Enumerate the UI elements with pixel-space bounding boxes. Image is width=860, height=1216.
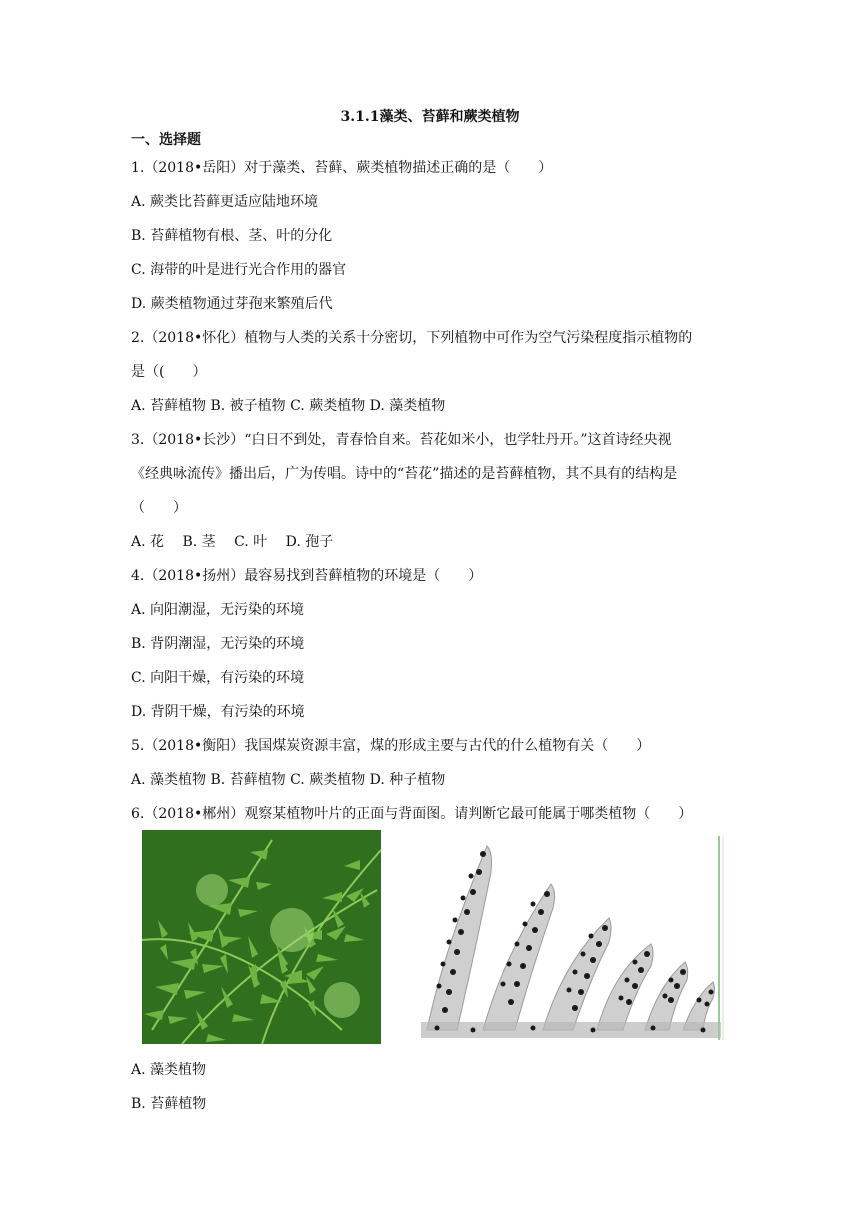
question-2-stem: 2.（2018•怀化）植物与人类的关系十分密切，下列植物中可作为空气污染程度指示植物的 (131, 330, 693, 346)
question-5-options: A. 藻类植物 B. 苔藓植物 C. 蕨类植物 D. 种子植物 (131, 772, 446, 788)
section-heading: 一、选择题 (131, 132, 201, 148)
question-2-stem-cont: 是（( ） (131, 364, 207, 380)
fern-leaf-back-image (413, 832, 726, 1042)
question-4-stem: 4.（2018•扬州）最容易找到苔藓植物的环境是（ ） (131, 568, 483, 584)
question-1-option-b: B. 苔藓植物有根、茎、叶的分化 (131, 228, 333, 244)
fern-leaf-front-image (142, 830, 381, 1044)
question-6-option-a: A. 藻类植物 (131, 1062, 207, 1078)
question-3-options: A. 花 B. 茎 C. 叶 D. 孢子 (131, 534, 334, 550)
question-6-stem: 6.（2018•郴州）观察某植物叶片的正面与背面图。请判断它最可能属于哪类植物（ ） (131, 806, 693, 822)
question-5-stem: 5.（2018•衡阳）我国煤炭资源丰富，煤的形成主要与古代的什么植物有关（ ） (131, 738, 651, 754)
question-4-option-d: D. 背阴干燥，有污染的环境 (131, 704, 305, 720)
question-2-options: A. 苔藓植物 B. 被子植物 C. 蕨类植物 D. 藻类植物 (131, 398, 446, 414)
question-4-option-b: B. 背阴潮湿，无污染的环境 (131, 636, 305, 652)
question-1-option-d: D. 蕨类植物通过芽孢来繁殖后代 (131, 296, 333, 312)
question-1-stem: 1.（2018•岳阳）对于藻类、苔藓、蕨类植物描述正确的是（ ） (131, 160, 553, 176)
question-3-stem: 3.（2018•长沙）“白日不到处，青春恰自来。苔花如米小，也学牡丹开。”这首诗经央视 (131, 432, 672, 448)
question-6-option-b: B. 苔藓植物 (131, 1096, 207, 1112)
question-3-stem-cont: 《经典咏流传》播出后，广为传唱。诗中的“苔花”描述的是苔藓植物，其不具有的结构是 (131, 466, 678, 482)
question-4-option-a: A. 向阳潮湿，无污染的环境 (131, 602, 305, 618)
question-1-option-c: C. 海带的叶是进行光合作用的器官 (131, 262, 347, 278)
question-3-blank: （ ） (131, 500, 187, 516)
question-4-option-c: C. 向阳干燥，有污染的环境 (131, 670, 305, 686)
question-1-option-a: A. 蕨类比苔藓更适应陆地环境 (131, 194, 319, 210)
document-title: 3.1.1藻类、苔藓和蕨类植物 (340, 109, 520, 125)
